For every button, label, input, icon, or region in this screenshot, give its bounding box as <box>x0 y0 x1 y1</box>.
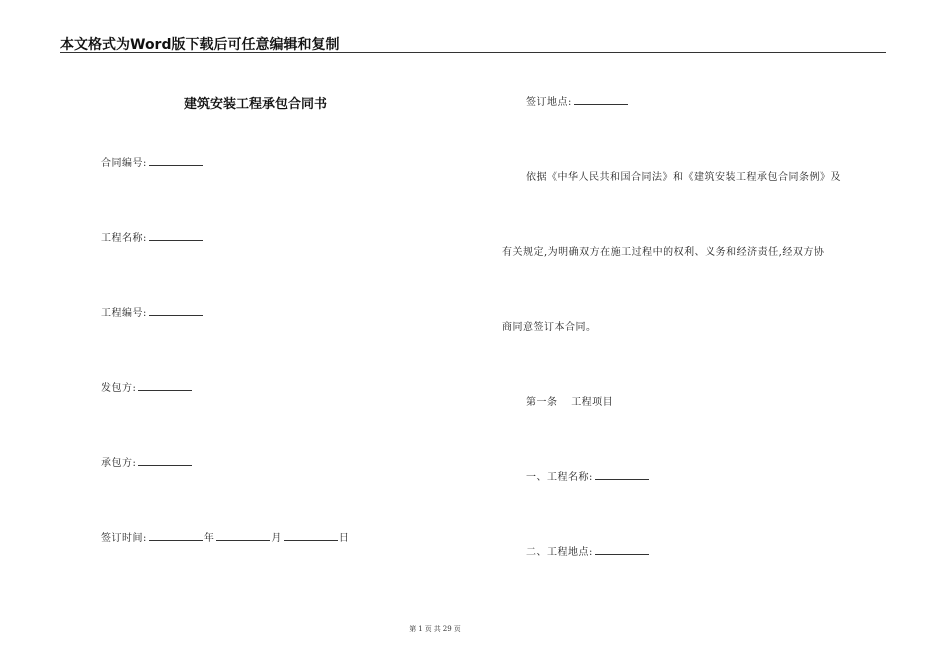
article-one-title: 工程项目 <box>571 397 614 408</box>
project-name-label: 工程名称: <box>101 233 147 244</box>
item-one-line <box>526 468 650 483</box>
page-footer <box>0 624 870 634</box>
signing-place-blank <box>574 94 628 105</box>
document-header-title: 本文格式为Word版下载后可任意编辑和复制 <box>60 37 340 53</box>
paragraph-line-3: 商同意签订本合同。 <box>502 322 597 333</box>
year-blank <box>149 530 203 541</box>
signing-time-line <box>101 529 349 544</box>
item-two-blank <box>595 544 649 555</box>
item-one-label: 一、工程名称: <box>526 472 593 483</box>
signing-place-label: 签订地点: <box>526 97 572 108</box>
day-label: 日 <box>338 533 350 544</box>
month-label: 月 <box>271 533 282 544</box>
contract-number-blank <box>149 155 203 166</box>
year-label: 年 <box>203 533 215 544</box>
total-prefix: 共 <box>433 625 441 633</box>
day-blank <box>284 530 338 541</box>
item-one-blank <box>595 469 649 480</box>
project-number-blank <box>149 305 203 316</box>
document-title: 建筑安装工程承包合同书 <box>184 97 328 112</box>
contract-number-label: 合同编号: <box>101 158 147 169</box>
page-prefix: 第 <box>409 625 417 633</box>
paragraph-line-2: 有关规定,为明确双方在施工过程中的权利、义务和经济责任,经双方协 <box>502 247 825 258</box>
item-two-label: 二、工程地点: <box>526 547 593 558</box>
page-current: 1 <box>418 625 423 633</box>
paragraph-line-1: 依据《中华人民共和国合同法》和《建筑安装工程承包合同条例》及 <box>526 172 841 183</box>
signing-place-line <box>526 93 629 108</box>
project-name-blank <box>149 230 203 241</box>
contractor-blank <box>138 455 192 466</box>
signing-time-label: 签订时间: <box>101 533 147 544</box>
contractor-line <box>101 454 193 469</box>
project-name-line <box>101 229 204 244</box>
employer-blank <box>138 380 192 391</box>
project-number-label: 工程编号: <box>101 308 147 319</box>
total-unit: 页 <box>453 625 461 633</box>
contractor-label: 承包方: <box>101 458 137 469</box>
employer-line <box>101 379 193 394</box>
contract-number-line <box>101 154 204 169</box>
page-unit: 页 <box>424 625 432 633</box>
item-two-line <box>526 543 650 558</box>
project-number-line <box>101 304 204 319</box>
header-rule <box>60 52 886 53</box>
article-one-heading <box>526 393 613 408</box>
page-total: 29 <box>442 625 452 633</box>
month-blank <box>216 530 270 541</box>
article-one-number: 第一条 <box>526 397 558 408</box>
employer-label: 发包方: <box>101 383 137 394</box>
